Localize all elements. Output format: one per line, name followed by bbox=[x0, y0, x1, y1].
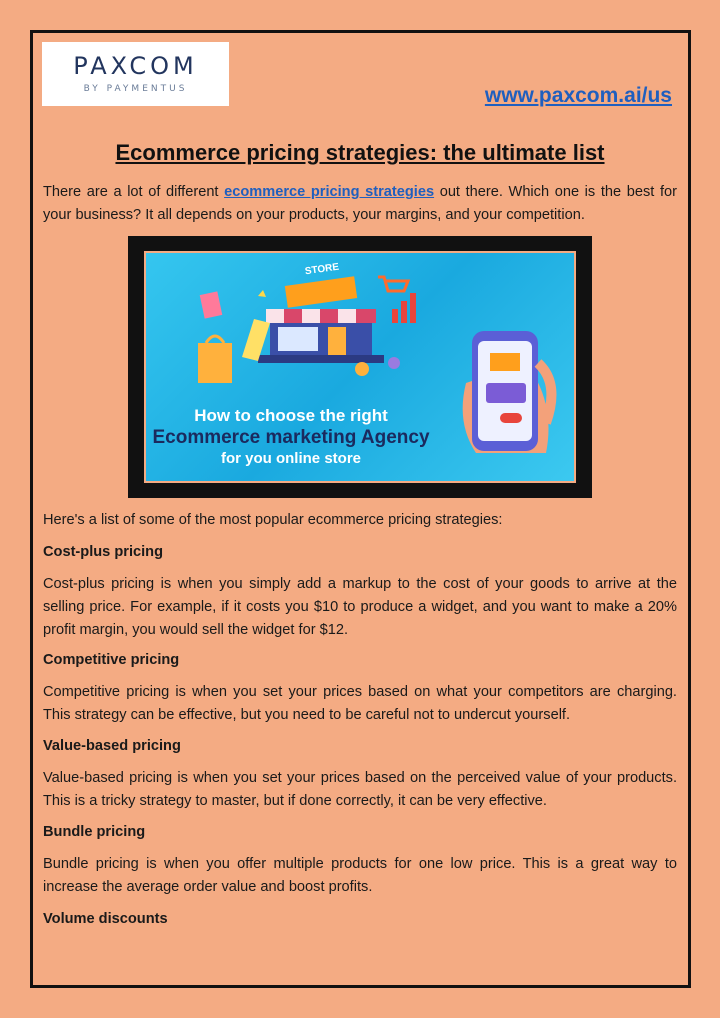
section-heading-value-based: Value-based pricing bbox=[43, 738, 181, 754]
intro-text-before: There are a lot of different bbox=[43, 184, 225, 200]
hero-caption-line3: for you online store bbox=[220, 450, 361, 467]
hero-caption-line2: Ecommerce marketing Agency bbox=[152, 427, 430, 449]
list-intro: Here's a list of some of the most popular ecommerce pricing strategies: bbox=[43, 512, 503, 528]
location-pin-icon bbox=[355, 362, 369, 376]
shopping-bag-icon bbox=[198, 343, 232, 383]
section-body-value-based: Value-based pricing is when you set your prices based on the perceived value of your products. This is a tricky strategy to master, but if done correctly, it can be very effective. bbox=[43, 770, 677, 809]
intro-paragraph bbox=[43, 181, 677, 227]
site-url-link[interactable]: www.paxcom.ai/us bbox=[484, 84, 672, 107]
section-heading-competitive: Competitive pricing bbox=[43, 652, 180, 668]
store-sign-board bbox=[285, 276, 357, 308]
wifi-icon bbox=[258, 290, 266, 297]
paxcom-logo[interactable] bbox=[42, 42, 229, 106]
logo-wordmark: PAXCOM bbox=[73, 52, 198, 80]
section-body-cost-plus: Cost-plus pricing is when you simply add a markup to the cost of your goods to arrive at the selling price. For example, if it costs you $10 to produce a widget, and you want to make a 20% profit margin, you would sell the widget for $12. bbox=[43, 576, 677, 638]
pricing-strategies-link[interactable]: ecommerce pricing strategies bbox=[224, 184, 435, 200]
section-body-competitive: Competitive pricing is when you set your prices based on what your competitors are charging. This strategy can be effective, but you need to be careful not to undercut yourself. bbox=[43, 684, 677, 723]
logo-subtitle: BY PAYMENTUS bbox=[83, 84, 188, 94]
section-heading-volume: Volume discounts bbox=[43, 911, 168, 927]
section-heading-cost-plus: Cost-plus pricing bbox=[43, 544, 163, 560]
hero-image-frame bbox=[128, 236, 592, 498]
chart-icon bbox=[392, 309, 398, 323]
page-title: Ecommerce pricing strategies: the ultimate list bbox=[115, 140, 605, 165]
hero-caption bbox=[146, 405, 436, 469]
section-body-bundle: Bundle pricing is when you offer multiple products for one low price. This is a great way to increase the average order value and boost profits. bbox=[43, 856, 677, 895]
tag-icon bbox=[200, 291, 223, 318]
hero-caption-line1: How to choose the right bbox=[194, 406, 388, 425]
cart-icon bbox=[378, 277, 408, 291]
store-sign-text: STORE bbox=[304, 261, 340, 278]
hero-image bbox=[144, 251, 576, 483]
intro-text-after: out there. Which one is the best for your business? It all depends on your products, your margins, and your competition. bbox=[43, 184, 677, 223]
easel-icon bbox=[242, 319, 270, 361]
section-heading-bundle: Bundle pricing bbox=[43, 824, 146, 840]
